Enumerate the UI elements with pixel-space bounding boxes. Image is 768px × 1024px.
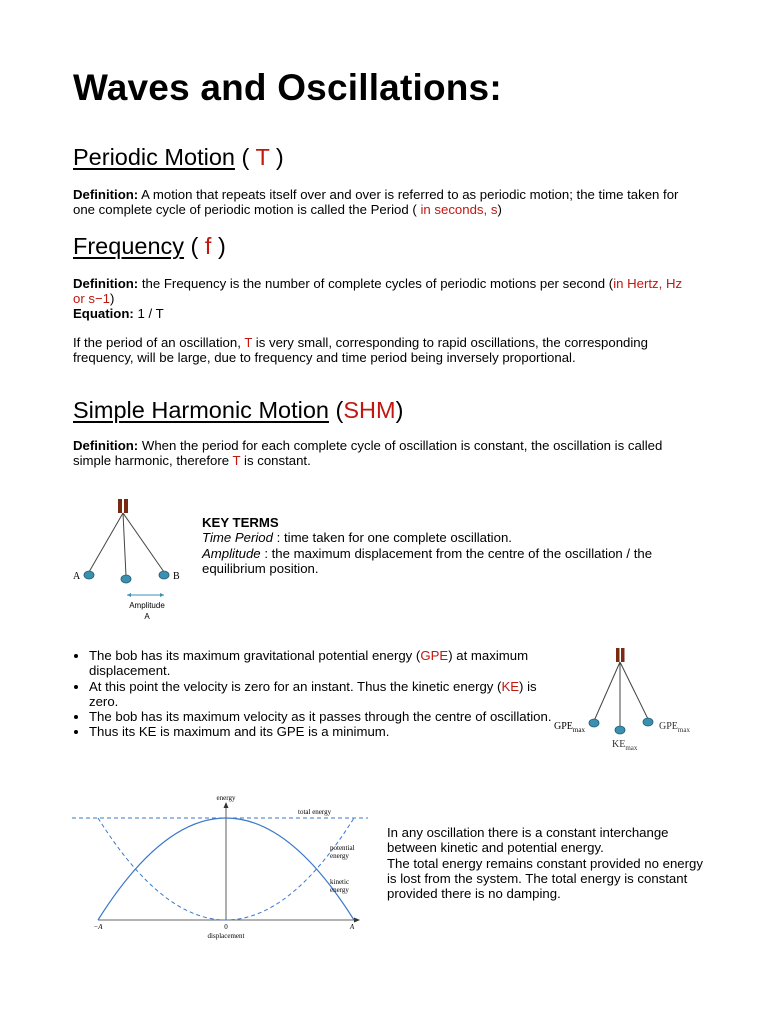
frequency-definition bbox=[73, 276, 683, 307]
frequency-eq-text: 1 / T bbox=[137, 306, 164, 321]
ke-text: KE bbox=[612, 739, 626, 750]
frequency-eq-label: Equation: bbox=[73, 306, 134, 321]
page-title: Waves and Oscillations: bbox=[73, 67, 502, 108]
periodic-motion-heading-text: Periodic Motion bbox=[73, 144, 235, 170]
shm-def-text: When the period for each complete cycle of oscillation is constant, the oscillation is called simple harmonic, therefore bbox=[73, 438, 663, 469]
string-centre bbox=[123, 513, 126, 576]
amplitude-arrowhead-right bbox=[160, 593, 164, 597]
pendulum2-support-right bbox=[621, 648, 625, 662]
ke-label bbox=[612, 739, 638, 752]
periodic-def-text: A motion that repeats itself over and over is referred to as periodic motion; the time taken for one complete cycle of periodic motion is called the Period ( bbox=[73, 187, 679, 218]
energy-bullet-list bbox=[73, 648, 559, 740]
pendulum-energy-diagram bbox=[550, 645, 700, 757]
frequency-symbol: f bbox=[204, 233, 212, 259]
string2-left bbox=[594, 662, 620, 721]
graph-y-axis-arrowhead bbox=[224, 802, 229, 808]
shm-symbol: SHM bbox=[343, 397, 396, 423]
shm-def-label: Definition: bbox=[73, 438, 139, 453]
key-term-period bbox=[202, 530, 682, 545]
graph-x-axis-arrowhead bbox=[354, 918, 360, 923]
frequency-note-a: If the period of an oscillation, bbox=[73, 335, 245, 350]
frequency-def-label: Definition: bbox=[73, 276, 139, 291]
bullet-ke bbox=[89, 679, 559, 710]
graph-y-label: energy bbox=[216, 794, 236, 802]
pendulum-amplitude-diagram bbox=[70, 495, 190, 625]
bullet-ke-b: ) is zero. bbox=[89, 678, 537, 709]
shm-def-end: is constant. bbox=[240, 453, 311, 469]
periodic-def-unit: in seconds, s bbox=[416, 202, 498, 218]
pendulum-support-right bbox=[124, 499, 128, 513]
shm-heading: Simple Harmonic Motion (SHM) bbox=[73, 397, 404, 423]
pendulum2-support-left bbox=[616, 648, 620, 662]
frequency-equation bbox=[73, 306, 164, 321]
key-term-amplitude-name: Amplitude bbox=[202, 545, 261, 561]
total-energy-label: total energy bbox=[298, 808, 332, 816]
bullet-gpe bbox=[89, 648, 559, 679]
amplitude-symbol: A bbox=[144, 612, 150, 621]
periodic-def-end: ) bbox=[497, 202, 502, 218]
key-term-period-name: Time Period bbox=[202, 530, 273, 546]
x-tick-neg-a: −A bbox=[93, 923, 103, 931]
x-tick-zero: 0 bbox=[224, 923, 228, 931]
bob-centre bbox=[121, 575, 131, 583]
key-terms-title: KEY TERMS bbox=[202, 515, 279, 530]
frequency-def-text: the Frequency is the number of complete cycles of periodic motions per second ( bbox=[141, 276, 614, 291]
label-b: B bbox=[173, 571, 180, 582]
bob2-right bbox=[643, 718, 653, 726]
bullet-ke-red: KE bbox=[501, 678, 520, 694]
potential-label-2: energy bbox=[330, 852, 349, 860]
shm-def-t: T bbox=[232, 453, 241, 469]
ke-sub: max bbox=[625, 744, 638, 752]
periodic-symbol: T bbox=[255, 144, 270, 170]
bullet-gpe-red: GPE bbox=[420, 648, 449, 663]
bob-right bbox=[159, 571, 169, 579]
bullet-ke-max: • Thus its KE is maximum and its GPE is a minimum. bbox=[89, 724, 559, 739]
gpe-left-label bbox=[554, 721, 585, 734]
frequency-def-end: ) bbox=[110, 291, 115, 307]
amplitude-label: Amplitude bbox=[129, 601, 165, 610]
bullet-gpe-a: The bob has its maximum gravitational potential energy ( bbox=[89, 648, 421, 663]
frequency-heading: Frequency ( f ) bbox=[73, 233, 226, 259]
gpe-left-sub: max bbox=[572, 726, 585, 734]
bob2-centre bbox=[615, 726, 625, 734]
gpe-right-sub: max bbox=[677, 726, 690, 734]
frequency-def-unit: in Hertz, Hz or s−1 bbox=[73, 276, 683, 307]
gpe-right-label bbox=[659, 721, 690, 734]
shm-heading-text: Simple Harmonic Motion bbox=[73, 397, 329, 423]
string2-right bbox=[620, 662, 648, 719]
periodic-motion-heading: Periodic Motion ( T ) bbox=[73, 144, 284, 170]
bullet-ke-a: At this point the velocity is zero for an instant. Thus the kinetic energy ( bbox=[89, 678, 502, 694]
frequency-heading-text: Frequency bbox=[73, 233, 185, 259]
frequency-note bbox=[73, 335, 663, 366]
x-tick-pos-a: A bbox=[349, 923, 355, 931]
amplitude-arrowhead-left bbox=[127, 593, 131, 597]
key-term-amplitude bbox=[202, 546, 682, 577]
label-a: A bbox=[73, 571, 81, 582]
periodic-definition bbox=[73, 187, 693, 218]
key-terms-box bbox=[202, 515, 682, 576]
key-term-period-def: : time taken for one complete oscillation. bbox=[272, 530, 512, 546]
energy-interchange-text: In any oscillation there is a constant interchange between kinetic and potential energy. The total energy remains constant provided no energy is lost from the system. The total energy is constant provided there is no damping. bbox=[387, 825, 703, 902]
kinetic-label-2: energy bbox=[330, 886, 349, 894]
potential-label-1: potential bbox=[330, 844, 355, 852]
key-term-amplitude-def: : the maximum displacement from the centre of the oscillation / the equilibrium position. bbox=[202, 545, 653, 576]
string-left bbox=[89, 513, 123, 572]
bob-left bbox=[84, 571, 94, 579]
frequency-note-b: is very small, corresponding to rapid oscillations, the corresponding frequency, will be large, due to frequency and time period being inversely proportional. bbox=[73, 335, 648, 366]
bullet-velocity: • The bob has its maximum velocity as it passes through the centre of oscillation. bbox=[89, 709, 559, 724]
gpe-right-text: GPE bbox=[659, 721, 678, 732]
bullet-gpe-b: ) at maximum displacement. bbox=[89, 648, 529, 679]
graph-x-label: displacement bbox=[207, 932, 245, 940]
bob2-left bbox=[589, 719, 599, 727]
pendulum-support-left bbox=[118, 499, 122, 513]
gpe-left-text: GPE bbox=[554, 721, 573, 732]
periodic-def-label: Definition: bbox=[73, 187, 139, 202]
frequency-note-t: T bbox=[244, 335, 253, 350]
shm-definition bbox=[73, 438, 693, 469]
string-right bbox=[123, 513, 164, 572]
kinetic-label-1: kinetic bbox=[330, 878, 350, 886]
energy-displacement-graph bbox=[72, 792, 372, 942]
